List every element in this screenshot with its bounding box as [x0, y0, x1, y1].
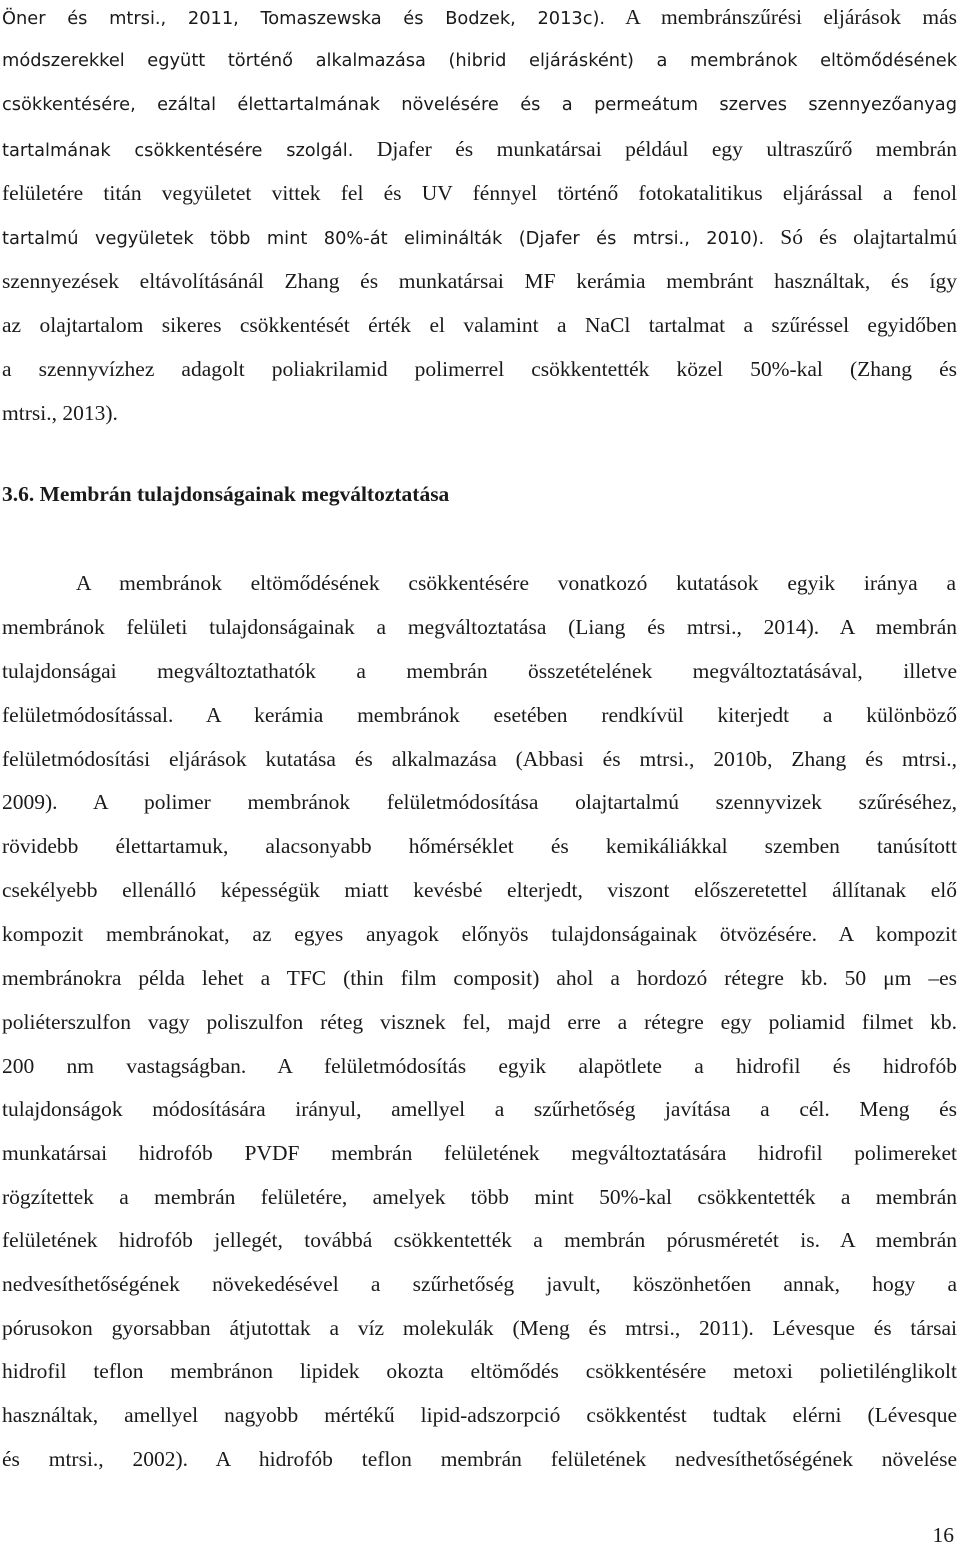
text-run: membránok felületi tulajdonságainak a megváltoztatása (Liang és mtrsi., 2014). A membrán [2, 615, 957, 639]
text-line [2, 965, 957, 991]
text-line [2, 614, 957, 640]
text-run: rögzítettek a membrán felületére, amelyek több mint 50%-kal csökkentették a membrán [2, 1185, 957, 1209]
text-line [2, 92, 957, 118]
text-run: 200 nm vastagságban. A felületmódosítás egyik alapötlete a hidrofil és hidrofób [2, 1054, 957, 1078]
text-line [2, 400, 957, 426]
text-run: rövidebb élettartamuk, alacsonyabb hőmérséklet és kemikáliákkal szemben tanúsított [2, 834, 957, 858]
text-line [2, 48, 957, 74]
text-run: A membránszűrési eljárások más [605, 5, 957, 29]
text-line [2, 268, 957, 294]
text-run: hidrofil teflon membránon lipidek okozta eltömődés csökkentésére metoxi polietilénglikolt [2, 1359, 957, 1383]
text-run: pórusokon gyorsabban átjutottak a víz molekulák (Meng és mtrsi., 2011). Lévesque és társai [2, 1316, 957, 1340]
text-run: membránokra példa lehet a TFC (thin film composit) ahol a hordozó rétegre kb. 50 μm –es [2, 966, 957, 990]
text-run: mtrsi., 2013). [2, 401, 118, 425]
text-run: tulajdonságai megváltoztathatók a membrán összetételének megváltoztatásával, illetve [2, 659, 957, 683]
section-heading [2, 481, 449, 507]
text-line [2, 136, 957, 162]
text-run: Djafer és munkatársai például egy ultraszűrő membrán [353, 137, 958, 161]
text-run: szennyezések eltávolításánál Zhang és munkatársai MF kerámia membránt használtak, és így [2, 269, 957, 293]
text-run: tartalmának csökkentésére szolgál. [2, 140, 354, 161]
text-run: tartalmú vegyületek több mint 80%-át eliminálták (Djafer és mtrsi., 2010). [2, 228, 765, 249]
text-line [2, 702, 957, 728]
text-run: a szennyvízhez adagolt poliakrilamid polimerrel csökkentették közel 50%-kal (Zhang és [2, 357, 957, 381]
text-line [2, 789, 957, 815]
text-run: felületmódosítási eljárások kutatása és alkalmazása (Abbasi és mtrsi., 2010b, Zhang és mtrsi., [2, 747, 957, 771]
text-line [2, 1140, 957, 1166]
text-line [2, 746, 957, 772]
text-line [2, 1358, 957, 1384]
text-run: használtak, amellyel nagyobb mértékű lipid-adszorpció csökkentést tudtak elérni (Lévesque [2, 1403, 957, 1427]
section-number: 3.6. [2, 482, 35, 506]
text-run: 2009). A polimer membránok felületmódosítása olajtartalmú szennyvizek szűréséhez, [2, 790, 957, 814]
page-number: 16 [932, 1523, 954, 1547]
text-run: tulajdonságok módosítására irányul, amellyel a szűrhetőség javítása a cél. Meng és [2, 1097, 957, 1121]
text-run: kompozit membránokat, az egyes anyagok előnyös tulajdonságainak ötvözésére. A kompozit [2, 922, 957, 946]
text-line [2, 1096, 957, 1122]
text-run: felületének hidrofób jellegét, továbbá csökkentették a membrán pórusméretét is. A membrán [2, 1228, 957, 1252]
text-line [2, 1315, 957, 1341]
text-line [2, 312, 957, 338]
text-line [2, 1227, 957, 1253]
text-line [2, 1009, 957, 1035]
text-line [2, 1053, 957, 1079]
text-run: az olajtartalom sikeres csökkentését érték el valamint a NaCl tartalmat a szűréssel egyidőben [2, 313, 957, 337]
text-run: és mtrsi., 2002). A hidrofób teflon membrán felületének nedvesíthetőségének növelése [2, 1447, 957, 1471]
text-run: csökkentésére, ezáltal élettartalmának növelésére és a permeátum szerves szennyezőanyag [2, 94, 957, 115]
text-run: munkatársai hidrofób PVDF membrán felületének megváltoztatására hidrofil polimereket [2, 1141, 957, 1165]
text-line [2, 1184, 957, 1210]
text-run: Só és olajtartalmú [764, 225, 957, 249]
text-line [2, 833, 957, 859]
text-run: csekélyebb ellenálló képességük miatt kevésbé elterjedt, viszont előszeretettel állítanak elő [2, 878, 957, 902]
text-run: módszerekkel együtt történő alkalmazása (hibrid eljárásként) a membránok eltömődésének [2, 50, 957, 71]
text-line [2, 658, 957, 684]
text-line [76, 570, 956, 596]
text-line [2, 921, 957, 947]
text-line [2, 1402, 957, 1428]
text-run: felületére titán vegyületet vittek fel és UV fénnyel történő fotokatalitikus eljárással a fenol [2, 181, 957, 205]
text-line [2, 1446, 957, 1472]
text-line [2, 224, 957, 250]
text-line [2, 4, 957, 30]
text-run: nedvesíthetőségének növekedésével a szűrhetőség javult, köszönhetően annak, hogy a [2, 1272, 957, 1296]
text-run: poliéterszulfon vagy poliszulfon réteg visznek fel, majd erre a rétegre egy poliamid filmet kb. [2, 1010, 957, 1034]
text-run: Öner és mtrsi., 2011, Tomaszewska és Bodzek, 2013c). [2, 8, 606, 29]
text-run: felületmódosítással. A kerámia membránok esetében rendkívül kiterjedt a különböző [2, 703, 957, 727]
text-line [2, 877, 957, 903]
section-title: Membrán tulajdonságainak megváltoztatása [39, 482, 450, 506]
text-line [2, 180, 957, 206]
text-line [2, 356, 957, 382]
text-run: A membránok eltömődésének csökkentésére vonatkozó kutatások egyik iránya a [76, 571, 956, 595]
text-line [2, 1271, 957, 1297]
